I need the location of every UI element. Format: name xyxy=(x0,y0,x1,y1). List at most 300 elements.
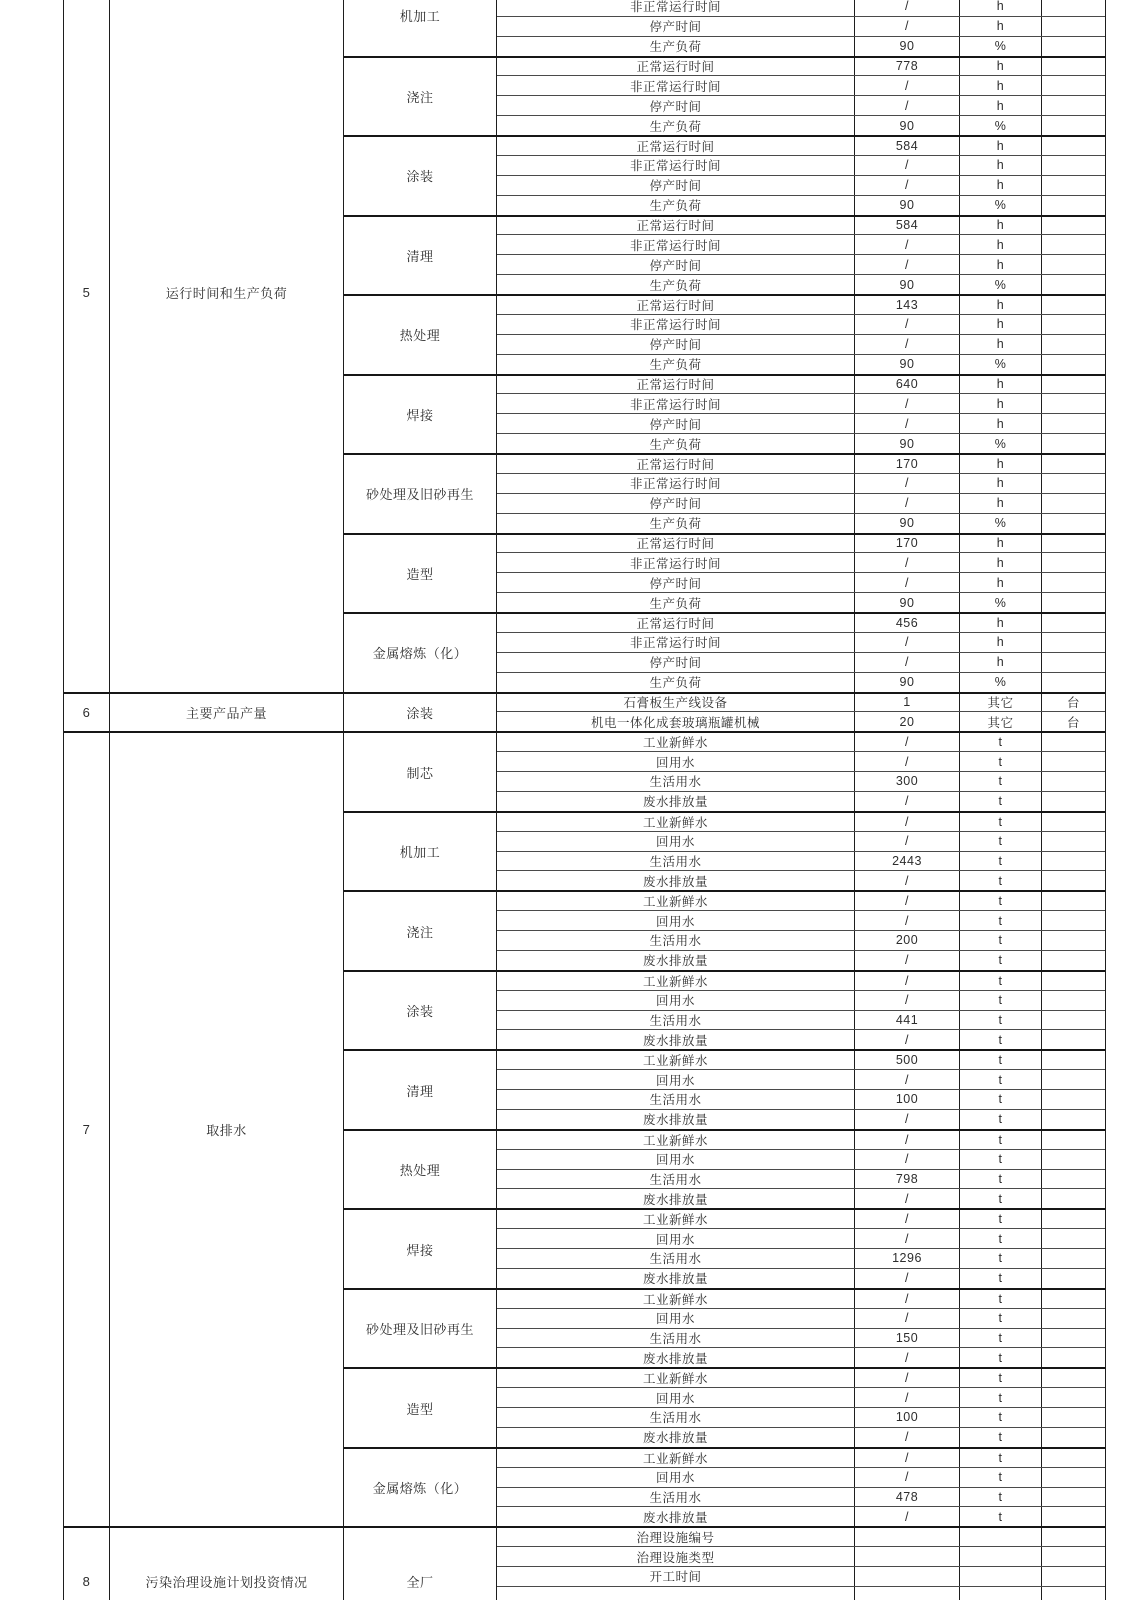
unit-cell: % xyxy=(960,275,1042,294)
process-label: 造型 xyxy=(406,1401,434,1417)
value-cell: / xyxy=(855,176,960,195)
process-label: 焊接 xyxy=(406,1242,434,1258)
rows xyxy=(497,612,1105,692)
process-label: 机加工 xyxy=(399,9,441,25)
table-row xyxy=(497,731,1105,751)
unit-cell: h xyxy=(960,58,1042,76)
section-number: 6 xyxy=(82,704,91,720)
table-row xyxy=(497,1010,1105,1030)
value-cell: / xyxy=(855,1131,960,1149)
extra-cell xyxy=(1042,892,1105,910)
extra-cell xyxy=(1042,1110,1105,1129)
item-cell: 废水排放量 xyxy=(497,871,855,890)
value-cell: / xyxy=(855,335,960,354)
item-cell: 生产负荷 xyxy=(497,37,855,56)
item-cell: 石膏板生产线设备 xyxy=(497,694,855,712)
rows xyxy=(497,811,1105,891)
table-row xyxy=(497,1427,1105,1447)
value-cell xyxy=(855,1528,960,1546)
value-cell: 2443 xyxy=(855,852,960,871)
table-row xyxy=(497,234,1105,254)
unit-cell: h xyxy=(960,296,1042,314)
extra-cell xyxy=(1042,255,1105,274)
process-group xyxy=(344,970,1105,1050)
extra-cell xyxy=(1042,1428,1105,1447)
table-row xyxy=(497,632,1105,652)
item-cell: 回用水 xyxy=(497,832,855,851)
extra-cell xyxy=(1042,1011,1105,1030)
extra-cell xyxy=(1042,911,1105,930)
item-cell: 生活用水 xyxy=(497,1011,855,1030)
process-cell xyxy=(344,1288,497,1368)
extra-cell xyxy=(1042,1348,1105,1367)
extra-cell xyxy=(1042,1269,1105,1288)
item-cell: 停产时间 xyxy=(497,414,855,433)
unit-cell: t xyxy=(960,1030,1042,1049)
extra-cell xyxy=(1042,852,1105,871)
extra-cell xyxy=(1042,1170,1105,1189)
value-cell: 90 xyxy=(855,593,960,612)
item-cell: 正常运行时间 xyxy=(497,58,855,76)
value-cell: 90 xyxy=(855,434,960,453)
value-cell: 90 xyxy=(855,514,960,533)
table-row xyxy=(497,930,1105,950)
item-cell: 正常运行时间 xyxy=(497,376,855,394)
value-cell: / xyxy=(855,972,960,990)
process-cell xyxy=(344,1526,497,1600)
value-cell: 150 xyxy=(855,1329,960,1348)
unit-cell: h xyxy=(960,653,1042,672)
process-label: 涂装 xyxy=(406,705,434,721)
table-row xyxy=(497,215,1105,235)
unit-cell: h xyxy=(960,315,1042,334)
table-row xyxy=(497,393,1105,413)
value-cell: 200 xyxy=(855,931,960,950)
item-cell: 工业新鲜水 xyxy=(497,1210,855,1228)
process-cell xyxy=(344,294,497,374)
value-cell: / xyxy=(855,1189,960,1208)
table-row xyxy=(497,1367,1105,1387)
item-cell: 回用水 xyxy=(497,752,855,771)
table-row xyxy=(497,274,1105,294)
table-row xyxy=(497,1089,1105,1109)
process-cell xyxy=(344,692,497,732)
table-row xyxy=(497,1467,1105,1487)
item-cell: 正常运行时间 xyxy=(497,614,855,632)
extra-cell xyxy=(1042,217,1105,235)
unit-cell: h xyxy=(960,156,1042,175)
extra-cell xyxy=(1042,1309,1105,1328)
item-cell: 回用水 xyxy=(497,1388,855,1407)
unit-cell: t xyxy=(960,951,1042,970)
unit-cell: t xyxy=(960,772,1042,791)
table-row xyxy=(497,612,1105,632)
item-cell: 生活用水 xyxy=(497,852,855,871)
value-cell: / xyxy=(855,1388,960,1407)
process-label: 涂装 xyxy=(406,1004,434,1019)
table-row xyxy=(497,1328,1105,1348)
extra-cell xyxy=(1042,553,1105,572)
item-cell: 回用水 xyxy=(497,1468,855,1487)
value-cell: / xyxy=(855,1468,960,1487)
value-cell: / xyxy=(855,1150,960,1169)
process-group xyxy=(344,453,1105,533)
process-group xyxy=(344,811,1105,891)
unit-cell: t xyxy=(960,1449,1042,1467)
value-cell: 478 xyxy=(855,1488,960,1507)
process-cell xyxy=(344,135,497,215)
extra-cell xyxy=(1042,951,1105,970)
process-cell xyxy=(344,453,497,533)
item-cell: 工业新鲜水 xyxy=(497,1290,855,1308)
table-row xyxy=(497,552,1105,572)
extra-cell xyxy=(1042,614,1105,632)
extra-cell xyxy=(1042,1210,1105,1228)
rows xyxy=(497,1129,1105,1209)
process-cell xyxy=(344,1367,497,1447)
rows xyxy=(497,215,1105,295)
extra-cell xyxy=(1042,1329,1105,1348)
item-cell: 生产负荷 xyxy=(497,355,855,374)
table-row xyxy=(497,513,1105,533)
item-cell: 正常运行时间 xyxy=(497,535,855,553)
unit-cell xyxy=(960,1567,1042,1586)
groups xyxy=(344,1526,1105,1600)
extra-cell xyxy=(1042,991,1105,1010)
table-row xyxy=(497,1129,1105,1149)
value-cell: 90 xyxy=(855,275,960,294)
value-cell xyxy=(855,1567,960,1586)
table-row xyxy=(497,294,1105,314)
extra-cell xyxy=(1042,196,1105,215)
item-cell: 非正常运行时间 xyxy=(497,76,855,95)
value-cell: / xyxy=(855,0,960,16)
section-number-cell xyxy=(64,692,110,732)
unit-cell: t xyxy=(960,892,1042,910)
table-row xyxy=(497,1487,1105,1507)
table-row xyxy=(497,493,1105,513)
unit-cell: h xyxy=(960,494,1042,513)
item-cell: 非正常运行时间 xyxy=(497,315,855,334)
process-cell xyxy=(344,970,497,1050)
extra-cell xyxy=(1042,1449,1105,1467)
value-cell: / xyxy=(855,1428,960,1447)
value-cell: / xyxy=(855,733,960,751)
extra-cell xyxy=(1042,752,1105,771)
value-cell: / xyxy=(855,1229,960,1248)
process-cell xyxy=(344,612,497,692)
value-cell: / xyxy=(855,414,960,433)
extra-cell xyxy=(1042,455,1105,473)
value-cell: / xyxy=(855,633,960,652)
unit-cell: h xyxy=(960,176,1042,195)
value-cell: 300 xyxy=(855,772,960,791)
unit-cell: t xyxy=(960,852,1042,871)
extra-cell xyxy=(1042,17,1105,36)
unit-cell: t xyxy=(960,1488,1042,1507)
table-row xyxy=(497,0,1105,16)
unit-cell: t xyxy=(960,1408,1042,1427)
value-cell: 584 xyxy=(855,217,960,235)
table-row xyxy=(497,1188,1105,1208)
item-cell: 回用水 xyxy=(497,911,855,930)
extra-cell xyxy=(1042,1150,1105,1169)
table-row xyxy=(497,1268,1105,1288)
unit-cell: % xyxy=(960,116,1042,135)
unit-cell: 其它 xyxy=(960,694,1042,712)
item-cell: 开工时间 xyxy=(497,1567,855,1586)
table-row xyxy=(497,851,1105,871)
unit-cell: h xyxy=(960,553,1042,572)
table-row xyxy=(497,1546,1105,1566)
table-row xyxy=(497,413,1105,433)
table-row xyxy=(497,592,1105,612)
item-cell: 治理设施编号 xyxy=(497,1528,855,1546)
process-label: 热处理 xyxy=(399,1163,441,1178)
extra-cell xyxy=(1042,514,1105,533)
unit-cell: 其它 xyxy=(960,712,1042,731)
item-cell: 工业新鲜水 xyxy=(497,1131,855,1149)
unit-cell: h xyxy=(960,255,1042,274)
process-label: 砂处理及旧砂再生 xyxy=(365,487,474,503)
item-cell: 废水排放量 xyxy=(497,1428,855,1447)
table-row xyxy=(497,195,1105,215)
table-row xyxy=(497,1387,1105,1407)
item-cell: 废水排放量 xyxy=(497,1348,855,1367)
category-cell xyxy=(110,692,344,732)
unit-cell: % xyxy=(960,37,1042,56)
unit-cell: t xyxy=(960,1428,1042,1447)
unit-cell: % xyxy=(960,673,1042,692)
item-cell: 废水排放量 xyxy=(497,1110,855,1129)
unit-cell: h xyxy=(960,394,1042,413)
table-row xyxy=(497,56,1105,76)
extra-cell xyxy=(1042,1090,1105,1109)
item-cell: 生活用水 xyxy=(497,1249,855,1268)
process-cell xyxy=(344,533,497,613)
process-group xyxy=(344,1049,1105,1129)
extra-cell xyxy=(1042,1507,1105,1526)
process-group xyxy=(344,692,1105,732)
unit-cell: h xyxy=(960,76,1042,95)
item-cell: 正常运行时间 xyxy=(497,137,855,155)
item-cell: 生产负荷 xyxy=(497,434,855,453)
item-cell: 生产负荷 xyxy=(497,196,855,215)
unit-cell: t xyxy=(960,733,1042,751)
table-row xyxy=(497,791,1105,811)
extra-cell xyxy=(1042,733,1105,751)
process-group xyxy=(344,612,1105,692)
table-row xyxy=(497,115,1105,135)
process-cell xyxy=(344,215,497,295)
rows xyxy=(497,1049,1105,1129)
unit-cell xyxy=(960,1587,1042,1600)
item-cell: 生活用水 xyxy=(497,772,855,791)
process-cell xyxy=(344,56,497,136)
rows xyxy=(497,890,1105,970)
item-cell: 废水排放量 xyxy=(497,1507,855,1526)
extra-cell xyxy=(1042,1131,1105,1149)
table-row xyxy=(497,374,1105,394)
extra-cell xyxy=(1042,474,1105,493)
value-cell: / xyxy=(855,1070,960,1089)
extra-cell xyxy=(1042,394,1105,413)
groups xyxy=(344,0,1105,692)
section-number: 5 xyxy=(82,285,91,301)
item-cell: 停产时间 xyxy=(497,653,855,672)
value-cell: / xyxy=(855,156,960,175)
item-cell: 生产负荷 xyxy=(497,116,855,135)
process-cell xyxy=(344,1129,497,1209)
table-row xyxy=(497,672,1105,692)
item-cell: 非正常运行时间 xyxy=(497,156,855,175)
item-cell: 废水排放量 xyxy=(497,951,855,970)
value-cell: 778 xyxy=(855,58,960,76)
process-cell xyxy=(344,0,497,56)
value-cell: 500 xyxy=(855,1051,960,1069)
unit-cell: t xyxy=(960,972,1042,990)
value-cell: / xyxy=(855,1110,960,1129)
value-cell: / xyxy=(855,315,960,334)
unit-cell: t xyxy=(960,1189,1042,1208)
unit-cell: t xyxy=(960,1507,1042,1526)
extra-cell xyxy=(1042,37,1105,56)
table-row xyxy=(497,433,1105,453)
value-cell xyxy=(855,1547,960,1566)
unit-cell: t xyxy=(960,1170,1042,1189)
item-cell: 回用水 xyxy=(497,1070,855,1089)
table-row xyxy=(497,771,1105,791)
item-cell: 工业新鲜水 xyxy=(497,1449,855,1467)
value-cell: / xyxy=(855,951,960,970)
extra-cell xyxy=(1042,1408,1105,1427)
table-row xyxy=(497,1029,1105,1049)
process-label: 金属熔炼（化） xyxy=(372,1481,468,1496)
extra-cell xyxy=(1042,434,1105,453)
process-label: 清理 xyxy=(406,1083,434,1099)
value-cell: / xyxy=(855,832,960,851)
table-row xyxy=(497,831,1105,851)
section-6 xyxy=(64,692,1105,732)
unit-cell: t xyxy=(960,1150,1042,1169)
table-row xyxy=(497,453,1105,473)
process-label: 制芯 xyxy=(406,765,434,781)
rows xyxy=(497,0,1105,56)
process-group xyxy=(344,1447,1105,1527)
item-cell: 回用水 xyxy=(497,991,855,1010)
item-cell: 生产负荷 xyxy=(497,593,855,612)
value-cell: / xyxy=(855,494,960,513)
extra-cell xyxy=(1042,673,1105,692)
item-cell: 停产时间 xyxy=(497,335,855,354)
value-cell: / xyxy=(855,752,960,771)
unit-cell: t xyxy=(960,991,1042,1010)
category-label: 运行时间和生产负荷 xyxy=(165,286,288,302)
section-number-cell xyxy=(64,1526,110,1600)
unit-cell: h xyxy=(960,235,1042,254)
value-cell: 20 xyxy=(855,712,960,731)
item-cell: 正常运行时间 xyxy=(497,217,855,235)
table-row xyxy=(497,533,1105,553)
unit-cell: % xyxy=(960,514,1042,533)
table-row xyxy=(497,1248,1105,1268)
table-row xyxy=(497,1347,1105,1367)
item-cell xyxy=(497,1587,855,1600)
item-cell: 生活用水 xyxy=(497,1488,855,1507)
process-group xyxy=(344,1129,1105,1209)
unit-cell: h xyxy=(960,474,1042,493)
table-row xyxy=(497,334,1105,354)
value-cell: / xyxy=(855,1309,960,1328)
extra-cell xyxy=(1042,376,1105,394)
unit-cell: h xyxy=(960,335,1042,354)
table-row xyxy=(497,572,1105,592)
rows xyxy=(497,1526,1105,1600)
value-cell: / xyxy=(855,474,960,493)
item-cell: 停产时间 xyxy=(497,255,855,274)
item-cell: 生产负荷 xyxy=(497,673,855,692)
item-cell: 生活用水 xyxy=(497,1329,855,1348)
unit-cell xyxy=(960,1528,1042,1546)
report-table xyxy=(63,0,1106,1600)
extra-cell xyxy=(1042,296,1105,314)
extra-cell xyxy=(1042,931,1105,950)
extra-cell xyxy=(1042,535,1105,553)
process-group xyxy=(344,374,1105,454)
value-cell: 90 xyxy=(855,196,960,215)
rows xyxy=(497,692,1105,732)
unit-cell: h xyxy=(960,614,1042,632)
value-cell: / xyxy=(855,1348,960,1367)
process-label: 造型 xyxy=(406,566,434,582)
value-cell: 90 xyxy=(855,37,960,56)
item-cell: 废水排放量 xyxy=(497,1030,855,1049)
unit-cell: t xyxy=(960,1348,1042,1367)
section-number: 7 xyxy=(82,1122,91,1138)
extra-cell xyxy=(1042,1290,1105,1308)
unit-cell: h xyxy=(960,414,1042,433)
process-cell xyxy=(344,374,497,454)
table-row xyxy=(497,950,1105,970)
table-row xyxy=(497,711,1105,731)
value-cell: 143 xyxy=(855,296,960,314)
table-row xyxy=(497,890,1105,910)
table-row xyxy=(497,751,1105,771)
unit-cell: t xyxy=(960,813,1042,831)
unit-cell: t xyxy=(960,1011,1042,1030)
value-cell: / xyxy=(855,792,960,811)
table-row xyxy=(497,1228,1105,1248)
table-row xyxy=(497,990,1105,1010)
extra-cell xyxy=(1042,96,1105,115)
process-cell xyxy=(344,890,497,970)
item-cell: 生产负荷 xyxy=(497,275,855,294)
unit-cell: t xyxy=(960,1229,1042,1248)
category-cell xyxy=(110,731,344,1526)
process-group xyxy=(344,135,1105,215)
value-cell: / xyxy=(855,235,960,254)
table-row xyxy=(497,135,1105,155)
item-cell: 生活用水 xyxy=(497,931,855,950)
item-cell: 非正常运行时间 xyxy=(497,394,855,413)
process-label: 砂处理及旧砂再生 xyxy=(365,1322,474,1337)
extra-cell xyxy=(1042,792,1105,811)
extra-cell xyxy=(1042,1488,1105,1507)
unit-cell: h xyxy=(960,217,1042,235)
item-cell: 工业新鲜水 xyxy=(497,1369,855,1387)
rows xyxy=(497,1367,1105,1447)
rows xyxy=(497,56,1105,136)
